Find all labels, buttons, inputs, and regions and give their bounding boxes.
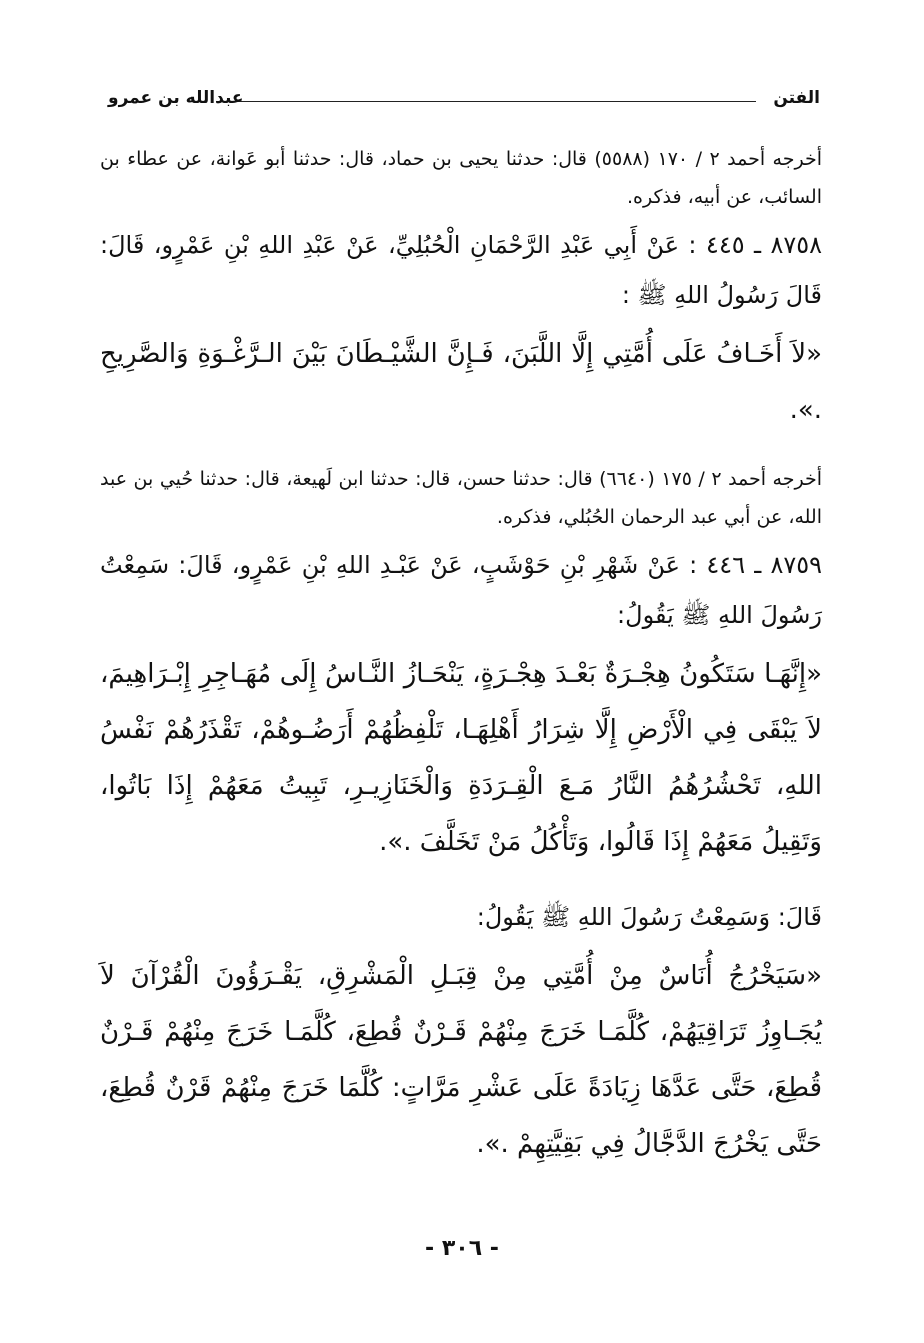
hadith-text: «إِنَّهَـا سَتَكُونُ هِجْـرَةٌ بَعْـدَ هِجْـرَةٍ، يَنْحَـازُ النَّـاسُ إِلَى مُهَـاجِرِ إِبْـرَاهِيمَ، لاَ يَبْقَى فِي الْأَرْضِ إِلَّا شِرَارُ أَهْلِهَـا، تَلْفِظُهُمْ أَرَضُـوهُمْ، تَقْذَرُهُمْ نَفْسُ اللهِ، تَحْشُرُهُمُ النَّارُ مَـعَ الْقِـرَدَةِ وَالْخَنَازِيـرِ، تَبِيتُ مَعَهُمْ إِذَا بَاتُوا، وَتَقِيلُ مَعَهُمْ إِذَا قَالُوا، وَتَأْكُلُ مَنْ تَخَلَّفَ .». xyxy=(100,659,822,857)
hadith-text: «لاَ أَخَـافُ عَلَى أُمَّتِي إِلَّا اللَّبَنَ، فَـإِنَّ الشَّيْـطَانَ بَيْنَ الـرَّغْـوَةِ وَالصَّرِيحِ .». xyxy=(100,339,822,425)
hadith-text: «سَيَخْرُجُ أُنَاسٌ مِنْ أُمَّتِي مِنْ قِبَـلِ الْمَشْرِقِ، يَقْـرَؤُونَ الْقُرْآنَ لاَ يُجَـاوِزُ تَرَاقِيَهُمْ، كُلَّمَـا خَرَجَ مِنْهُمْ قَـرْنٌ قُطِعَ، كُلَّمَـا خَرَجَ مِنْهُمْ قَـرْنٌ قُطِعَ، حَتَّى عَدَّهَا زِيَادَةً عَلَى عَشْرِ مَرَّاتٍ: كُلَّمَا خَرَجَ مِنْهُمْ قَرْنٌ قُطِعَ، حَتَّى يَخْرُجَ الدَّجَّالُ فِي بَقِيَّتِهِمْ .». xyxy=(100,961,822,1159)
running-header xyxy=(108,86,820,116)
hadith-heading: ٨٧٥٩ ـ ٤٤٦ : عَنْ شَهْرِ بْنِ حَوْشَبٍ، عَنْ عَبْـدِ اللهِ بْنِ عَمْرٍو، قَالَ: سَمِعْتُ رَسُولَ اللهِ ﷺ يَقُولُ: xyxy=(100,551,822,629)
source-note: أخرجه أحمد ٢ / ١٧٥ (٦٦٤٠) قال: حدثنا حسن، قال: حدثنا ابن لَهيعة، قال: حدثنا حُيي بن عبد الله، عن أبي عبد الرحمان الحُبُلي، فذكره. xyxy=(100,468,823,528)
page-body xyxy=(100,140,822,1194)
header-rule xyxy=(216,101,756,102)
hadith-heading: قَالَ: وَسَمِعْتُ رَسُولَ اللهِ ﷺ يَقُولُ: xyxy=(476,903,822,931)
header-chapter: الفتن xyxy=(773,88,820,108)
header-narrator: عبدالله بن عمرو xyxy=(108,88,244,108)
hadith-heading: ٨٧٥٨ ـ ٤٤٥ : عَنْ أَبِي عَبْدِ الرَّحْمَانِ الْحُبُلِيِّ، عَنْ عَبْدِ اللهِ بْنِ عَمْرٍو، قَالَ: قَالَ رَسُولُ اللهِ ﷺ : xyxy=(100,231,822,309)
page-number: - ٣٠٦ - xyxy=(425,1236,499,1261)
source-note: أخرجه أحمد ٢ / ١٧٠ (٥٥٨٨) قال: حدثنا يحيى بن حماد، قال: حدثنا أبو عَوانة، عن عطاء بن السائب، عن أبيه، فذكره. xyxy=(100,148,822,208)
